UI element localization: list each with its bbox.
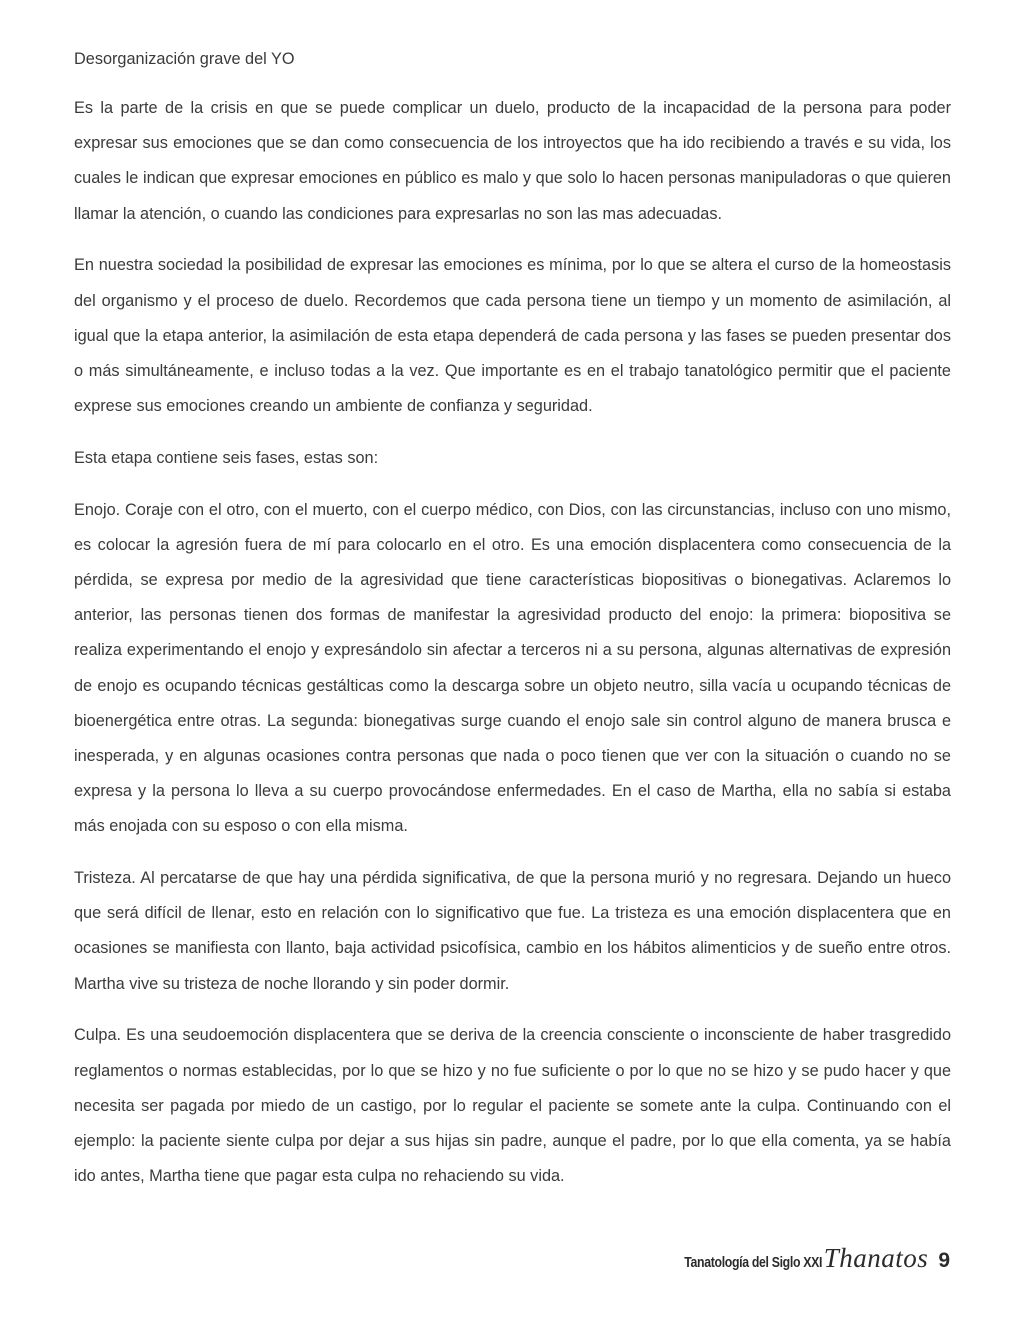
page-content bbox=[74, 45, 951, 1211]
paragraph-intro: Es la parte de la crisis en que se puede complicar un duelo, producto de la incapacidad de la persona para poder expresar sus emociones que se dan como consecuencia de los introyectos que ha ido recibiendo a través e su vida, los cuales le indican que expresar emociones en público es malo y que solo lo hacen personas manipuladoras o que quieren llamar la atención, o cuando las condiciones para expresarlas no son las mas adecuadas. bbox=[74, 99, 951, 223]
paragraph-culpa: Culpa. Es una seudoemoción displacentera que se deriva de la creencia consciente o inconsciente de haber trasgredido reglamentos o normas establecidas, por lo que se hizo y no fue suficiente o por lo que no se hizo y se pudo hacer y que necesita ser pagada por miedo de un castigo, por lo regular el paciente se somete ante la culpa. Continuando con el ejemplo: la paciente siente culpa por dejar a sus hijas sin padre, aunque el padre, por lo que ella comenta, ya se había ido antes, Martha tiene que pagar esta culpa no rehaciendo su vida. bbox=[74, 1026, 951, 1186]
footer-series-title: Tanatología del Siglo XXI bbox=[683, 1254, 822, 1271]
paragraph-enojo: Enojo. Coraje con el otro, con el muerto, con el cuerpo médico, con Dios, con las circunstancias, incluso con uno mismo, es colocar la agresión fuera de mí para colocarlo en el otro. Es una emoción displacentera como consecuencia de la pérdida, se expresa por medio de la agresividad que tiene características biopositivas o bionegativas. Aclaremos lo anterior, las personas tienen dos formas de manifestar la agresividad producto del enojo: la primera: biopositiva se realiza experimentando el enojo y expresándolo sin afectar a terceros ni a su persona, algunas alternativas de expresión de enojo es ocupando técnicas gestálticas como la descarga sobre un objeto neutro, silla vacía u ocupando técnicas de bioenergética entre otras. La segunda: bionegativas surge cuando el enojo sale sin control alguno de manera brusca e inesperada, y en algunas ocasiones contra personas que nada o poco tienen que ver con la situación o cuando no se expresa y la persona lo lleva a su cuerpo provocándose enfermedades. En el caso de Martha, ella no sabía si estaba más enojada con su esposo o con ella misma. bbox=[74, 500, 951, 836]
paragraph-phases-intro: Esta etapa contiene seis fases, estas son: bbox=[74, 448, 379, 467]
paragraph-society: En nuestra sociedad la posibilidad de expresar las emociones es mínima, por lo que se altera el curso de la homeostasis del organismo y el proceso de duelo. Recordemos que cada persona tiene un tiempo y un momento de asimilación, al igual que la etapa anterior, la asimilación de esta etapa dependerá de cada persona y las fases se pueden presentar dos o más simultáneamente, e incluso todas a la vez. Que importante es en el trabajo tanatológico permitir que el paciente exprese sus emociones creando un ambiente de confianza y seguridad. bbox=[74, 256, 951, 416]
footer-brand-logo: Thanatos bbox=[823, 1243, 929, 1273]
page-footer bbox=[654, 1243, 950, 1279]
paragraph-tristeza: Tristeza. Al percatarse de que hay una pérdida significativa, de que la persona murió y no regresara. Dejando un hueco que será difícil de llenar, esto en relación con lo significativo que fue. La tristeza es una emoción displacentera que en ocasiones se manifiesta con llanto, baja actividad psicofísica, cambio en los hábitos alimenticios y de sueño entre otros. Martha vive su tristeza de noche llorando y sin poder dormir. bbox=[74, 869, 951, 993]
page-number: 9 bbox=[938, 1249, 950, 1272]
section-heading: Desorganización grave del YO bbox=[74, 50, 295, 68]
